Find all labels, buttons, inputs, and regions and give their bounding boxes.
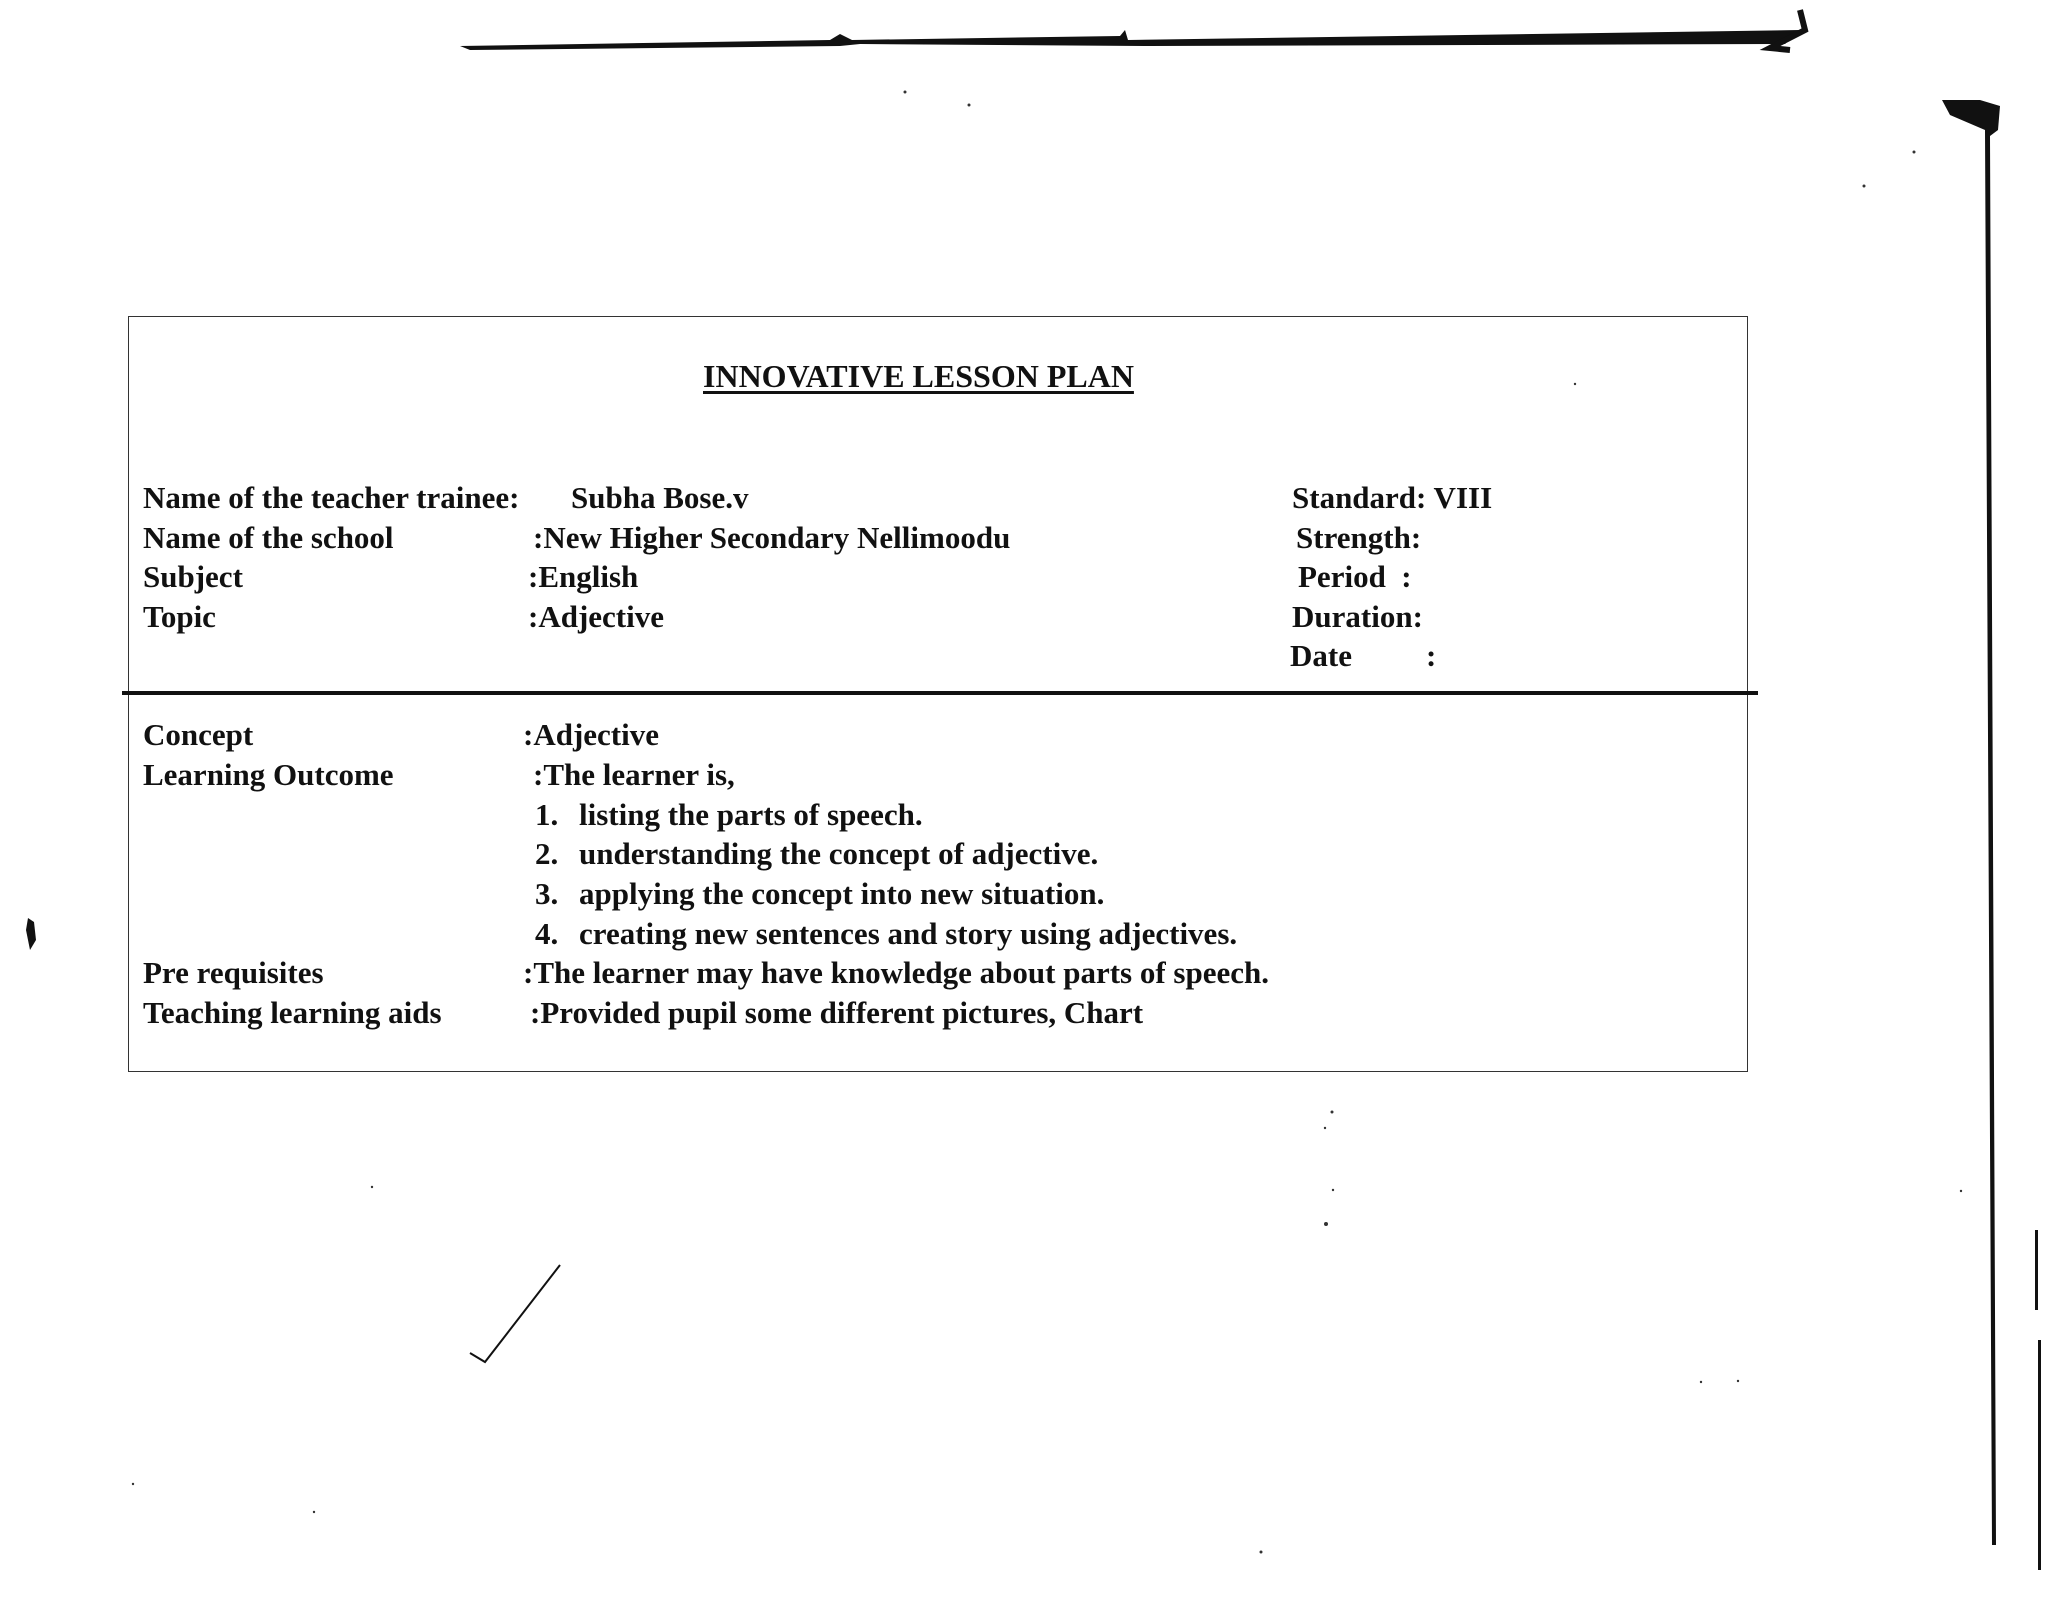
- section-divider: [122, 691, 1758, 695]
- outcome-intro: :The learner is,: [533, 757, 735, 792]
- trainee-label: Name of the teacher trainee:: [143, 480, 520, 515]
- outcome-text: listing the parts of speech.: [579, 797, 923, 832]
- topic-label: Topic: [143, 599, 216, 634]
- outcome-label: Learning Outcome: [143, 757, 394, 792]
- aids-value: :Provided pupil some different pictures, Chart: [530, 995, 1144, 1030]
- aids-label: Teaching learning aids: [143, 995, 442, 1030]
- outcome-number: 4.: [535, 916, 559, 951]
- outcome-number: 1.: [535, 797, 559, 832]
- prereq-label: Pre requisites: [143, 955, 324, 990]
- outcome-number: 3.: [535, 876, 559, 911]
- standard-field: Standard: VIII: [1292, 480, 1493, 515]
- date-label: Date: [1290, 638, 1352, 673]
- trainee-value: Subha Bose.v: [571, 480, 749, 515]
- outcome-text: understanding the concept of adjective.: [579, 836, 1099, 871]
- prereq-value: :The learner may have knowledge about parts of speech.: [523, 955, 1269, 990]
- strength-field: Strength:: [1296, 520, 1422, 555]
- outcome-text: applying the concept into new situation.: [579, 876, 1105, 911]
- outcome-list-item: [535, 797, 923, 833]
- duration-field: Duration:: [1292, 599, 1423, 634]
- school-value: :New Higher Secondary Nellimoodu: [533, 520, 1011, 555]
- date-colon: :: [1426, 638, 1437, 673]
- outcome-list-item: [535, 916, 1237, 952]
- subject-value: :English: [528, 559, 639, 594]
- outcome-list-item: [535, 836, 1098, 872]
- period-field: Period :: [1298, 559, 1412, 594]
- concept-label: Concept: [143, 717, 254, 752]
- concept-value: :Adjective: [523, 717, 659, 752]
- subject-label: Subject: [143, 559, 243, 594]
- outcome-text: creating new sentences and story using adjectives.: [579, 916, 1238, 951]
- school-label: Name of the school: [143, 520, 394, 555]
- outcome-list-item: [535, 876, 1104, 912]
- topic-value: :Adjective: [528, 599, 664, 634]
- document-title: INNOVATIVE LESSON PLAN: [703, 358, 1134, 394]
- outcome-number: 2.: [535, 836, 559, 871]
